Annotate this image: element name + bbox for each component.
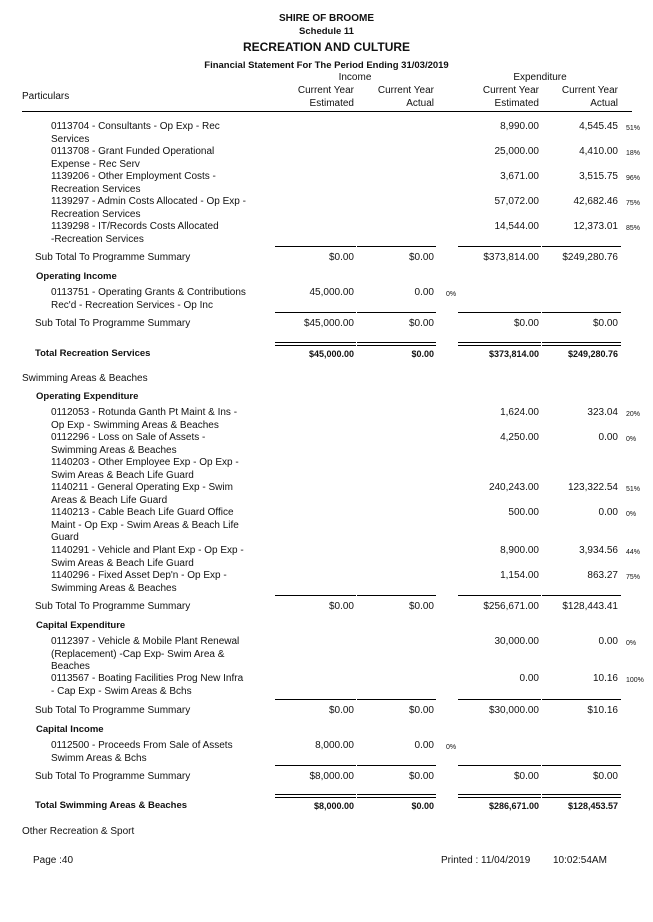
exp-est-value: 8,900.00 — [500, 545, 539, 556]
exp-est-value: $0.00 — [513, 771, 539, 782]
exp-act-value: 3,515.75 — [579, 171, 618, 182]
exp-est-value: $373,814.00 — [483, 252, 539, 263]
exp-est-value: $30,000.00 — [488, 705, 539, 716]
inc-pct-percentage: 0% — [446, 291, 457, 298]
org-name: SHIRE OF BROOME — [278, 13, 374, 24]
exp-act-value: 4,410.00 — [579, 146, 618, 157]
row-label: 0113708 - Grant Funded Operational Expense - Rec Serv — [51, 146, 215, 170]
exp-est-value: 14,544.00 — [494, 221, 539, 232]
inc-est-value: 8,000.00 — [315, 740, 354, 751]
total-rule — [458, 246, 541, 247]
printed-label: Printed : — [441, 855, 479, 866]
row-label: Swimming Areas & Beaches — [22, 373, 148, 384]
total-rule — [357, 342, 436, 346]
inc-act-value: $0.00 — [408, 771, 434, 782]
inc-act-value: 0.00 — [414, 287, 434, 298]
exp-est-value: $0.00 — [513, 318, 539, 329]
exp-act-value: 10.16 — [592, 673, 618, 684]
exp-act-value: 0.00 — [598, 432, 618, 443]
exp-pct-percentage: 85% — [626, 225, 641, 232]
exp-est-value: 8,990.00 — [500, 121, 539, 132]
exp-pct-percentage: 18% — [626, 150, 641, 157]
row-label: Sub Total To Programme Summary — [35, 771, 191, 782]
inc-est-value: $8,000.00 — [313, 801, 354, 811]
income-actual-header: Current Year Actual — [377, 85, 434, 109]
row-label: 0112296 - Loss on Sale of Assets - Swimming Areas & Beaches — [51, 432, 206, 456]
exp-act-value: 323.04 — [587, 407, 618, 418]
exp-pct-percentage: 0% — [626, 640, 637, 647]
row-label: 1139297 - Admin Costs Allocated - Op Exp - Recreation Services — [51, 196, 246, 220]
exp-pct-percentage: 0% — [626, 436, 637, 443]
inc-act-value: $0.00 — [411, 349, 434, 359]
exp-est-value: 30,000.00 — [494, 636, 539, 647]
row-label: 1140203 - Other Employee Exp - Op Exp - Swim Areas & Beach Life Guard — [51, 457, 239, 481]
row-label: Capital Income — [36, 724, 104, 735]
inc-act-value: $0.00 — [408, 705, 434, 716]
total-rule — [458, 794, 541, 798]
row-label: 1139206 - Other Employment Costs - Recreation Services — [51, 171, 216, 195]
expenditure-group-header: Expenditure — [513, 72, 567, 83]
exp-est-value: 0.00 — [519, 673, 539, 684]
particulars-header: Particulars — [22, 91, 70, 102]
total-rule — [275, 765, 356, 766]
exp-act-value: 12,373.01 — [573, 221, 618, 232]
row-label: 1140291 - Vehicle and Plant Exp - Op Exp - Swim Areas & Beach Life Guard — [51, 545, 244, 569]
row-label: 0112397 - Vehicle & Mobile Plant Renewal (Replacement) -Cap Exp- Swim Area & Beaches — [51, 636, 240, 672]
exp-est-value: 4,250.00 — [500, 432, 539, 443]
inc-act-value: 0.00 — [414, 740, 434, 751]
inc-act-value: $0.00 — [408, 318, 434, 329]
exp-act-value: $10.16 — [587, 705, 618, 716]
total-rule — [542, 699, 621, 700]
total-rule — [542, 342, 621, 346]
exp-act-value: 0.00 — [598, 636, 618, 647]
statement-title: Financial Statement For The Period Ending 31/03/2019 — [204, 60, 449, 71]
exp-est-value: 240,243.00 — [488, 482, 539, 493]
row-label: 1139298 - IT/Records Costs Allocated -Recreation Services — [51, 221, 219, 245]
inc-est-value: 45,000.00 — [309, 287, 354, 298]
exp-pct-percentage: 75% — [626, 200, 641, 207]
exp-act-value: 0.00 — [598, 507, 618, 518]
total-rule — [275, 312, 356, 313]
total-rule — [458, 765, 541, 766]
exp-pct-percentage: 51% — [626, 125, 641, 132]
row-label: 1140296 - Fixed Asset Dep'n - Op Exp - Swimming Areas & Beaches — [51, 570, 227, 594]
row-label: Operating Expenditure — [36, 391, 139, 402]
row-label: 0112500 - Proceeds From Sale of Assets Swimm Areas & Bchs — [51, 740, 233, 764]
schedule-label: Schedule 11 — [299, 26, 354, 37]
row-label: Sub Total To Programme Summary — [35, 705, 191, 716]
inc-act-value: $0.00 — [408, 252, 434, 263]
total-rule — [275, 699, 356, 700]
total-rule — [357, 595, 436, 596]
exp-pct-percentage: 0% — [626, 511, 637, 518]
exp-act-value: $0.00 — [592, 318, 618, 329]
total-rule — [357, 246, 436, 247]
exp-act-value: $249,280.76 — [567, 349, 618, 359]
total-rule — [458, 595, 541, 596]
exp-act-value: $0.00 — [592, 771, 618, 782]
exp-est-value: 25,000.00 — [494, 146, 539, 157]
total-rule — [275, 342, 356, 346]
exp-est-value: 1,154.00 — [500, 570, 539, 581]
exp-est-value: 57,072.00 — [494, 196, 539, 207]
exp-est-value: $286,671.00 — [488, 801, 539, 811]
total-rule — [458, 342, 541, 346]
total-rule — [275, 595, 356, 596]
page-number: Page :40 — [33, 855, 74, 866]
printed-time: 10:02:54AM — [553, 855, 607, 866]
exp-est-value: 500.00 — [508, 507, 539, 518]
total-rule — [357, 794, 436, 798]
row-label: 0112053 - Rotunda Ganth Pt Maint & Ins - Op Exp - Swimming Areas & Beaches — [51, 407, 238, 431]
exp-act-value: 123,322.54 — [567, 482, 618, 493]
expenditure-estimated-header: Current Year Estimated — [482, 85, 539, 109]
exp-est-value: $373,814.00 — [488, 349, 539, 359]
row-label: 0113567 - Boating Facilities Prog New Infra - Cap Exp - Swim Areas & Bchs — [51, 673, 244, 697]
inc-act-value: $0.00 — [411, 801, 434, 811]
row-label: Sub Total To Programme Summary — [35, 601, 191, 612]
total-rule — [542, 794, 621, 798]
row-label: Operating Income — [36, 271, 117, 282]
exp-act-value: 3,934.56 — [579, 545, 618, 556]
row-label: 0113704 - Consultants - Op Exp - Rec Services — [51, 121, 220, 145]
row-label: 1140213 - Cable Beach Life Guard Office Maint - Op Exp - Swim Areas & Beach Life Guard — [51, 507, 239, 543]
total-rule — [357, 765, 436, 766]
total-rule — [458, 312, 541, 313]
exp-act-value: 863.27 — [587, 570, 618, 581]
row-label: Sub Total To Programme Summary — [35, 252, 191, 263]
row-label: Total Recreation Services — [35, 348, 151, 359]
exp-act-value: 42,682.46 — [573, 196, 618, 207]
exp-act-value: $128,443.41 — [562, 601, 618, 612]
inc-est-value: $8,000.00 — [309, 771, 354, 782]
total-rule — [542, 595, 621, 596]
exp-pct-percentage: 75% — [626, 574, 641, 581]
exp-act-value: 4,545.45 — [579, 121, 618, 132]
exp-est-value: $256,671.00 — [483, 601, 539, 612]
total-rule — [357, 312, 436, 313]
exp-pct-percentage: 44% — [626, 549, 641, 556]
total-rule — [357, 699, 436, 700]
exp-pct-percentage: 20% — [626, 411, 641, 418]
inc-pct-percentage: 0% — [446, 744, 457, 751]
total-rule — [542, 246, 621, 247]
printed-date: 11/04/2019 — [481, 855, 531, 866]
row-label: Capital Expenditure — [36, 620, 126, 631]
row-label: 0113751 - Operating Grants & Contributions Rec'd - Recreation Services - Op Inc — [51, 287, 246, 311]
exp-est-value: 1,624.00 — [500, 407, 539, 418]
row-label: Total Swimming Areas & Beaches — [35, 800, 188, 811]
total-rule — [458, 699, 541, 700]
inc-est-value: $0.00 — [328, 252, 354, 263]
row-label: Sub Total To Programme Summary — [35, 318, 191, 329]
row-label: 1140211 - General Operating Exp - Swim Areas & Beach Life Guard — [51, 482, 233, 506]
exp-pct-percentage: 96% — [626, 175, 641, 182]
section-title: RECREATION AND CULTURE — [242, 40, 411, 54]
total-rule — [542, 312, 621, 313]
exp-act-value: $249,280.76 — [562, 252, 618, 263]
total-rule — [542, 765, 621, 766]
expenditure-actual-header: Current Year Actual — [561, 85, 618, 109]
income-group-header: Income — [338, 72, 372, 83]
exp-pct-percentage: 100% — [626, 677, 644, 684]
exp-act-value: $128,453.57 — [567, 801, 618, 811]
inc-act-value: $0.00 — [408, 601, 434, 612]
income-estimated-header: Current Year Estimated — [297, 85, 354, 109]
inc-est-value: $0.00 — [328, 705, 354, 716]
inc-est-value: $0.00 — [328, 601, 354, 612]
total-rule — [275, 246, 356, 247]
exp-pct-percentage: 51% — [626, 486, 641, 493]
total-rule — [275, 794, 356, 798]
row-label: Other Recreation & Sport — [22, 826, 135, 837]
exp-est-value: 3,671.00 — [500, 171, 539, 182]
inc-est-value: $45,000.00 — [303, 318, 354, 329]
inc-est-value: $45,000.00 — [308, 349, 354, 359]
